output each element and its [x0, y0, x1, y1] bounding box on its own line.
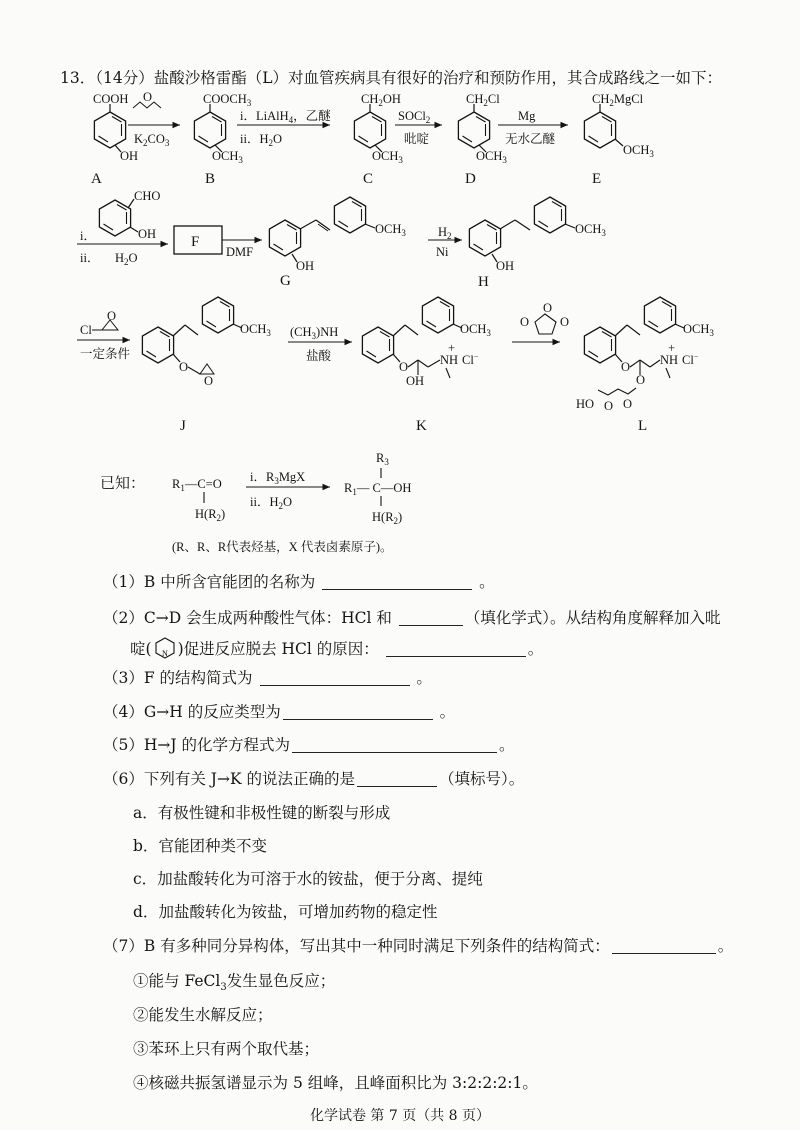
compound-H — [469, 197, 606, 290]
svg-text:CH2Cl: $CH_2Cl$ — [466, 92, 500, 108]
compound-C — [354, 92, 403, 187]
item-7: （7）B 有多种同分异构体，写出其中一种同时满足下列条件的结构简式： 。 — [103, 937, 734, 955]
answer-blank-2b[interactable] — [386, 640, 526, 657]
svg-text:H(R2): $H(R_2)$ — [195, 507, 226, 523]
arrow-G-H — [428, 225, 462, 259]
svg-text:吡啶: 吡啶 — [404, 132, 430, 146]
svg-text:O: O — [107, 309, 117, 323]
svg-text:(R、R、R代表烃基，X 代表卤素原子)。: (R、R、R代表烃基，X 代表卤素原子)。 — [172, 540, 393, 554]
svg-text:G: G — [280, 273, 291, 289]
answer-blank-3[interactable] — [260, 669, 410, 686]
svg-text:Cl−: Cl− — [462, 352, 479, 367]
svg-text:CHO: CHO — [134, 189, 161, 203]
option-c: c．加盐酸转化为可溶于水的铵盐，便于分离、提纯 — [133, 870, 483, 888]
arrow-A-B — [128, 90, 180, 148]
svg-text:O: O — [604, 399, 614, 413]
svg-text:(CH3)NH: $(CH_3)NH$ — [290, 325, 339, 341]
arrow-C-D — [395, 109, 442, 146]
svg-text:O: O — [543, 301, 553, 315]
svg-text:R1— C—OH: $R_1—$ C—OH — [344, 481, 412, 497]
page-footer: 化学试卷 第 7 页（共 8 页） — [309, 1108, 491, 1124]
arrow-J-K — [288, 325, 352, 363]
compound-E — [584, 92, 654, 187]
svg-text:HO: HO — [576, 397, 595, 411]
compound-J — [142, 297, 271, 434]
synthesis-route — [0, 0, 800, 560]
condition-2: ②能发生水解反应； — [133, 1006, 273, 1024]
svg-text:OCH3: $OCH_3$ — [683, 322, 714, 338]
svg-text:+: + — [668, 341, 676, 355]
svg-text:O: O — [621, 360, 631, 374]
svg-text:OCH3: $OCH_3$ — [240, 322, 271, 338]
svg-text:H2: $H_2$ — [438, 225, 452, 241]
svg-text:OH: OH — [138, 227, 157, 241]
svg-text:H: H — [478, 274, 489, 290]
answer-blank-5[interactable] — [292, 736, 497, 753]
svg-text:OCH3: $OCH_3$ — [623, 143, 654, 159]
svg-text:Ni: Ni — [436, 245, 449, 259]
svg-text:COOCH3: $COOCH_3$ — [203, 92, 252, 108]
svg-text:i．: i． — [80, 229, 96, 243]
svg-text:无水乙醚: 无水乙醚 — [505, 132, 556, 146]
svg-text:C: C — [363, 171, 374, 187]
svg-text:E: E — [592, 171, 602, 187]
item-3: （3）F 的结构简式为 。 — [103, 669, 432, 687]
svg-text:已知：: 已知： — [100, 476, 146, 492]
svg-text:R1—C=O: $R_1—C=O$ — [172, 477, 222, 493]
svg-text:ii．H2O: ii．$H_2O$ — [250, 495, 293, 511]
svg-text:OCH3: $OCH_3$ — [212, 149, 243, 165]
pyridine-icon — [152, 636, 178, 660]
svg-text:DMF: DMF — [226, 245, 254, 259]
compound-G — [269, 197, 406, 289]
svg-text:O: O — [636, 373, 646, 387]
svg-text:OH: OH — [406, 374, 425, 388]
svg-text:Cl−: Cl− — [682, 352, 699, 367]
succinic-anhydride-reagent — [512, 301, 569, 342]
compound-D — [458, 92, 507, 187]
svg-text:O: O — [179, 360, 189, 374]
svg-text:ii．: ii． — [80, 251, 100, 265]
arrow-D-E — [498, 109, 568, 146]
svg-text:NH: NH — [440, 353, 459, 367]
svg-text:OH: OH — [496, 259, 515, 273]
compound-F-box — [174, 226, 222, 254]
option-b: b．官能团种类不变 — [133, 837, 267, 855]
item-5: （5）H→J 的化学方程式为 。 — [103, 736, 515, 754]
svg-text:OH: OH — [120, 149, 139, 163]
svg-text:N: N — [161, 649, 168, 658]
svg-text:O: O — [560, 315, 570, 329]
item-6: （6）下列有关 J→K 的说法正确的是 （填标号）。 — [103, 770, 525, 788]
arrow-B-C — [237, 108, 331, 148]
svg-text:OCH3: $OCH_3$ — [460, 322, 491, 338]
svg-text:Cl: Cl — [80, 323, 92, 337]
answer-blank-7[interactable] — [612, 937, 716, 954]
compound-K — [362, 297, 491, 434]
item-4: （4）G→H 的反应类型为 。 — [103, 703, 456, 721]
svg-text:L: L — [638, 418, 648, 434]
known-reaction — [100, 451, 411, 554]
svg-text:+: + — [448, 341, 456, 355]
svg-text:O: O — [204, 374, 214, 388]
svg-text:OH: OH — [296, 259, 315, 273]
svg-text:B: B — [205, 171, 216, 187]
svg-text:H(R2): $H(R_2)$ — [372, 510, 403, 526]
condition-3: ③苯环上只有两个取代基； — [133, 1040, 320, 1058]
salicylaldehyde-reagent — [99, 189, 160, 241]
svg-text:i．R3MgX: i．$R_3MgX$ — [250, 470, 306, 486]
svg-text:O: O — [399, 360, 409, 374]
svg-text:OCH3: $OCH_3$ — [476, 149, 507, 165]
svg-text:K2CO3: $K_2CO_3$ — [134, 132, 170, 148]
arrow-F-G — [222, 240, 262, 259]
svg-text:J: J — [180, 418, 186, 434]
svg-text:A: A — [91, 171, 102, 187]
svg-text:D: D — [465, 171, 476, 187]
question-title: 13．（14分）盐酸沙格雷酯（L）对血管疾病具有很好的治疗和预防作用，其合成路线之一如下： — [60, 69, 722, 87]
svg-text:F: F — [191, 234, 200, 250]
svg-text:R3: $R_3$ — [376, 451, 389, 467]
svg-text:COOH: COOH — [93, 92, 129, 106]
compound-L — [576, 297, 714, 434]
svg-text:i．LiAlH4，乙醚: i．LiAlH$_4$，乙醚 — [240, 109, 331, 125]
svg-text:CH2OH: $CH_2OH$ — [361, 92, 401, 108]
svg-text:SOCl2: SOCl$_2$ — [398, 109, 431, 125]
option-d: d．加盐酸转化为铵盐，可增加药物的稳定性 — [133, 903, 438, 921]
svg-text:H2O: $H_2O$ — [115, 251, 138, 267]
svg-text:Mg: Mg — [518, 109, 536, 123]
svg-text:盐酸: 盐酸 — [306, 349, 332, 363]
svg-text:O: O — [520, 315, 530, 329]
svg-text:ii．H2O: ii．$H_2O$ — [240, 132, 283, 148]
svg-text:O: O — [143, 90, 153, 104]
condition-4: ④核磁共振氢谱显示为 5 组峰，且峰面积比为 3:2:2:2:1。 — [133, 1074, 538, 1092]
svg-text:OCH3: $OCH_3$ — [372, 149, 403, 165]
svg-text:OCH3: $OCH_3$ — [375, 222, 406, 238]
item-1: （1）B 中所含官能团的名称为 。 — [103, 573, 495, 591]
answer-blank-2a[interactable] — [399, 609, 463, 626]
svg-text:OCH3: $OCH_3$ — [575, 222, 606, 238]
svg-text:K: K — [416, 418, 427, 434]
compound-A — [91, 92, 138, 187]
svg-text:CH2MgCl: $CH_2MgCl$ — [592, 92, 644, 108]
item-2-cont: 啶( N )促进反应脱去 HCl 的原因： 。 — [130, 636, 543, 660]
svg-text:O: O — [623, 397, 633, 411]
answer-blank-4[interactable] — [283, 703, 433, 720]
condition-1: ①能与 FeCl$_3$发生显色反应； — [133, 972, 336, 994]
answer-blank-6[interactable] — [357, 770, 437, 787]
svg-text:一定条件: 一定条件 — [80, 347, 131, 361]
arrow-H-J — [77, 309, 131, 361]
svg-text:NH: NH — [660, 353, 679, 367]
option-a: a．有极性键和非极性键的断裂与形成 — [133, 804, 391, 822]
item-2: （2）C→D 会生成两种酸性气体：HCl 和 （填化学式）。从结构角度解释加入吡 — [103, 609, 721, 627]
answer-blank-1[interactable] — [322, 573, 472, 590]
